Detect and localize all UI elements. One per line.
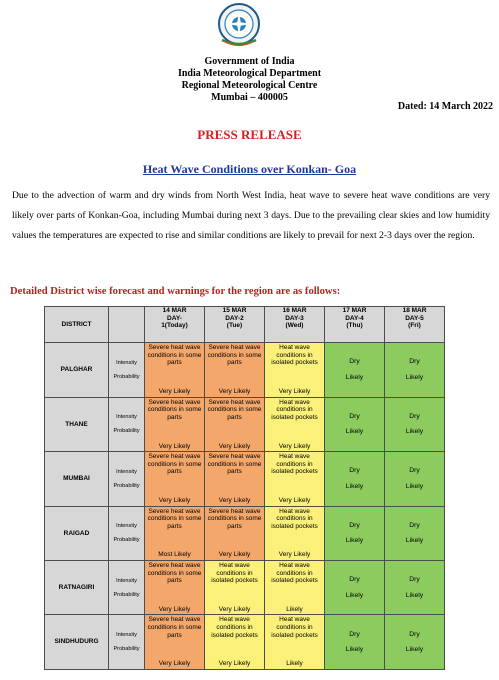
probability-value: Most Likely [158, 551, 191, 559]
header-city: Mumbai – 400005 [211, 92, 288, 103]
intensity-value: Severe heat wave conditions in some parts [207, 453, 262, 476]
intensity-label: Intensity [116, 468, 137, 475]
district-header: DISTRICT [45, 307, 109, 343]
intensity-value: Heat wave conditions in isolated pockets [271, 507, 318, 530]
forecast-cell [205, 452, 265, 506]
day-header-4 [325, 307, 385, 343]
probability-value: Very Likely [218, 605, 251, 613]
probability-value: Likely [345, 591, 364, 599]
district-name: MUMBAI [45, 452, 109, 506]
probability-value: Very Likely [158, 497, 191, 505]
probability-value: Very Likely [218, 442, 251, 450]
district-name: RATNAGIRI [45, 561, 109, 615]
forecast-cell [145, 452, 205, 506]
intensity-value: Severe heat wave conditions in some parts [147, 616, 202, 639]
probability-value: Very Likely [158, 442, 191, 450]
intensity-value: Severe heat wave conditions in some parts [147, 453, 202, 476]
intensity-value: Severe heat wave conditions in some parts [147, 562, 202, 585]
table-row [45, 343, 445, 397]
intensity-probability-label [109, 397, 145, 451]
probability-value: Very Likely [278, 497, 311, 505]
intensity-value: Heat wave conditions in isolated pockets [211, 616, 258, 639]
header-centre: Regional Meteorological Centre [181, 80, 318, 91]
table-row [45, 397, 445, 451]
day-header-day2: 1(Today) [161, 322, 188, 330]
forecast-cell [385, 397, 445, 451]
forecast-cell [145, 615, 205, 670]
intensity-probability-label [109, 343, 145, 397]
forecast-cell [385, 343, 445, 397]
intensity-label: Intensity [116, 523, 137, 530]
intensity-value: Heat wave conditions in isolated pockets [271, 398, 318, 421]
forecast-cell [325, 397, 385, 451]
forecast-cell [265, 506, 325, 560]
intensity-value: Dry [349, 467, 360, 475]
day-header-day: DAY-4 [345, 314, 364, 322]
probability-value: Likely [405, 482, 424, 490]
forecast-cell [325, 561, 385, 615]
intensity-value: Heat wave conditions in isolated pockets [271, 562, 318, 585]
intensity-value: Dry [409, 521, 420, 529]
dated: Dated: 14 March 2022 [397, 101, 493, 112]
day-header-date: 18 MAR [402, 307, 427, 314]
table-row [45, 506, 445, 560]
intensity-probability-label [109, 561, 145, 615]
district-name: PALGHAR [45, 343, 109, 397]
forecast-cell [385, 506, 445, 560]
detail-heading: Detailed District wise forecast and warnings for the region are as follows: [10, 286, 341, 297]
probability-value: Likely [405, 537, 424, 545]
forecast-cell [385, 615, 445, 670]
forecast-cell [205, 561, 265, 615]
day-header-date: 17 MAR [342, 307, 367, 314]
day-header-day: DAY-2 [225, 314, 244, 322]
probability-value: Likely [345, 646, 364, 654]
forecast-cell [325, 615, 385, 670]
intensity-value: Severe heat wave conditions in some parts [207, 398, 262, 421]
forecast-cell [265, 615, 325, 670]
intensity-value: Dry [349, 576, 360, 584]
forecast-cell [145, 506, 205, 560]
day-header-day2: (Wed) [285, 322, 304, 330]
probability-label: Probability [113, 374, 140, 381]
probability-value: Very Likely [218, 388, 251, 396]
intensity-value: Dry [409, 630, 420, 638]
intensity-label: Intensity [116, 414, 137, 421]
intensity-value: Dry [409, 412, 420, 420]
forecast-cell [325, 506, 385, 560]
meta-header [109, 307, 145, 343]
intensity-value: Dry [349, 412, 360, 420]
intensity-value: Heat wave conditions in isolated pockets [211, 562, 258, 585]
forecast-cell [385, 452, 445, 506]
intensity-value: Severe heat wave conditions in some parts [207, 344, 262, 367]
table-row [45, 561, 445, 615]
forecast-cell [205, 397, 265, 451]
header-department: India Meteorological Department [177, 68, 322, 79]
press-release-heading: PRESS RELEASE [197, 127, 302, 142]
intensity-value: Severe heat wave conditions in some parts [147, 398, 202, 421]
day-header-day: DAY- [167, 314, 182, 322]
intensity-value: Dry [409, 576, 420, 584]
probability-value: Very Likely [278, 388, 311, 396]
probability-label: Probability [113, 646, 140, 653]
day-header-date: 16 MAR [282, 307, 307, 314]
intensity-value: Dry [409, 467, 420, 475]
probability-value: Likely [345, 537, 364, 545]
intensity-label: Intensity [116, 360, 137, 367]
probability-label: Probability [113, 482, 140, 489]
probability-value: Likely [345, 428, 364, 436]
intensity-value: Dry [349, 521, 360, 529]
imd-emblem-logo [216, 2, 262, 50]
summary-paragraph: Due to the advection of warm and dry winds from North West India, heat wave to severe heat wave conditions are very likely over parts of Konkan-Goa, including Mumbai during next 3 days. Due to the prevailing clear skies and low humidity values the temperatures are expected to rise and similar conditions are likely to prevail for next 2-3 days over the region. [12, 190, 490, 241]
probability-value: Likely [405, 591, 424, 599]
probability-value: Likely [405, 374, 424, 382]
day-header-5 [385, 307, 445, 343]
forecast-cell [325, 343, 385, 397]
day-header-2 [205, 307, 265, 343]
day-header-day2: (Thu) [346, 322, 363, 330]
probability-value: Very Likely [158, 660, 191, 668]
probability-value: Likely [405, 428, 424, 436]
day-header-3 [265, 307, 325, 343]
probability-value: Very Likely [158, 605, 191, 613]
table-header-row [45, 307, 445, 343]
probability-value: Likely [286, 660, 303, 668]
forecast-cell [325, 452, 385, 506]
probability-value: Likely [286, 605, 303, 613]
forecast-cell [145, 397, 205, 451]
header-government: Government of India [204, 56, 295, 67]
probability-value: Very Likely [278, 442, 311, 450]
forecast-cell [145, 561, 205, 615]
day-header-1 [145, 307, 205, 343]
probability-label: Probability [113, 428, 140, 435]
intensity-value: Heat wave conditions in isolated pockets [271, 344, 318, 367]
day-header-day: DAY-5 [405, 314, 424, 322]
intensity-value: Dry [349, 630, 360, 638]
intensity-value: Heat wave conditions in isolated pockets [271, 616, 318, 639]
day-header-day2: (Tue) [226, 322, 243, 330]
forecast-cell [265, 397, 325, 451]
day-header-date: 15 MAR [222, 307, 247, 314]
probability-value: Likely [405, 646, 424, 654]
intensity-value: Severe heat wave conditions in some parts [147, 507, 202, 530]
district-name: THANE [45, 397, 109, 451]
forecast-cell [265, 561, 325, 615]
probability-label: Probability [113, 537, 140, 544]
day-header-date: 14 MAR [162, 307, 187, 314]
probability-value: Very Likely [218, 497, 251, 505]
intensity-label: Intensity [116, 632, 137, 639]
probability-value: Likely [345, 374, 364, 382]
intensity-probability-label [109, 506, 145, 560]
intensity-value: Dry [409, 358, 420, 366]
intensity-probability-label [109, 615, 145, 670]
intensity-value: Dry [349, 358, 360, 366]
probability-label: Probability [113, 591, 140, 598]
forecast-cell [385, 561, 445, 615]
intensity-value: Heat wave conditions in isolated pockets [271, 453, 318, 476]
forecast-cell [205, 506, 265, 560]
day-header-day: DAY-3 [285, 314, 304, 322]
probability-value: Very Likely [278, 551, 311, 559]
table-row [45, 615, 445, 670]
forecast-cell [265, 452, 325, 506]
document-title: Heat Wave Conditions over Konkan- Goa [142, 162, 357, 176]
forecast-table [44, 306, 445, 670]
forecast-cell [145, 343, 205, 397]
intensity-label: Intensity [116, 577, 137, 584]
intensity-value: Severe heat wave conditions in some parts [207, 507, 262, 530]
district-name: SINDHUDURG [45, 615, 109, 670]
intensity-value: Severe heat wave conditions in some parts [147, 344, 202, 367]
probability-value: Likely [345, 482, 364, 490]
probability-value: Very Likely [218, 551, 251, 559]
forecast-cell [265, 343, 325, 397]
day-header-day2: (Fri) [408, 322, 421, 330]
intensity-probability-label [109, 452, 145, 506]
table-row [45, 452, 445, 506]
forecast-cell [205, 615, 265, 670]
district-name: RAIGAD [45, 506, 109, 560]
probability-value: Very Likely [218, 660, 251, 668]
probability-value: Very Likely [158, 388, 191, 396]
forecast-cell [205, 343, 265, 397]
